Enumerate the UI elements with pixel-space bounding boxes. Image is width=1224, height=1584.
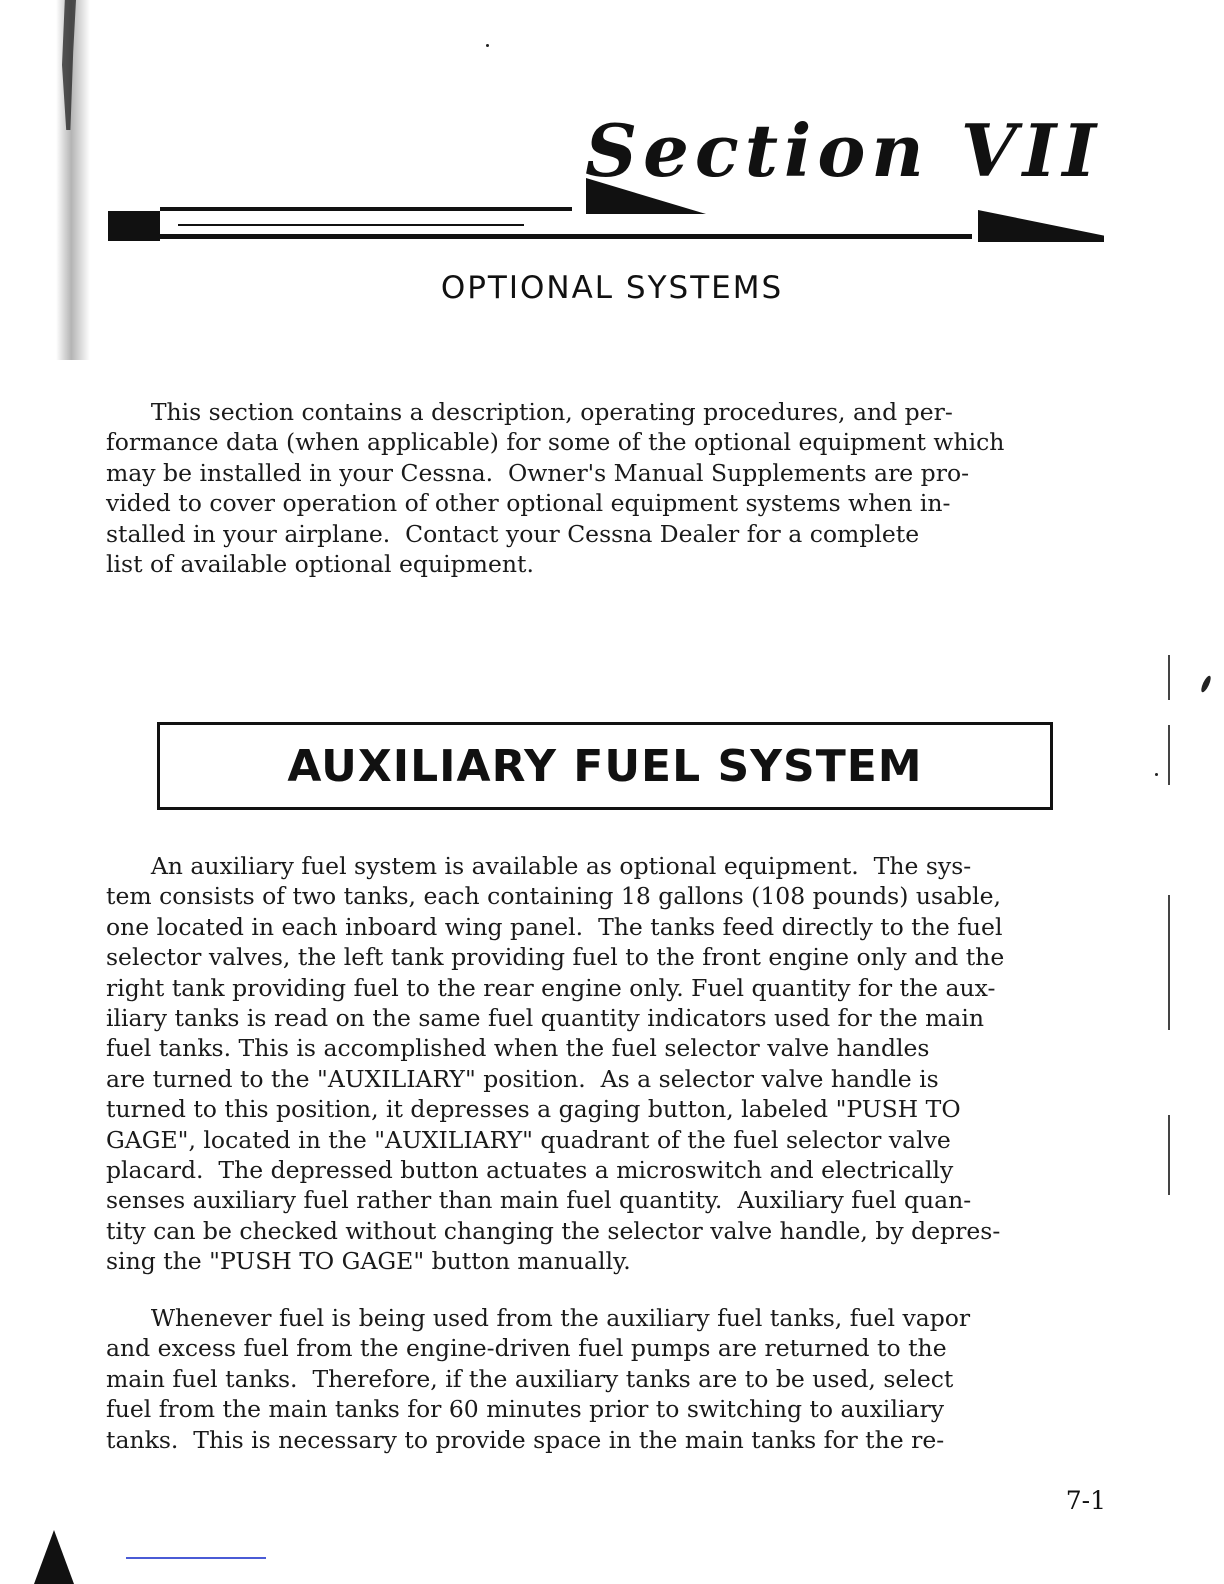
text-line: turned to this position, it depresses a gaging button, labeled "PUSH TO	[106, 1095, 961, 1124]
text-line: placard. The depressed button actuates a microswitch and electrically	[106, 1156, 954, 1185]
text-line: iliary tanks is read on the same fuel quantity indicators used for the main	[106, 1004, 985, 1033]
aux-fuel-paragraph-1	[106, 851, 1116, 1277]
text-line: senses auxiliary fuel rather than main fuel quantity. Auxiliary fuel quan-	[106, 1186, 972, 1215]
bottom-rule	[126, 1557, 266, 1559]
text-line: right tank providing fuel to the rear engine only. Fuel quantity for the aux-	[106, 973, 996, 1002]
text-line: and excess fuel from the engine-driven fuel pumps are returned to the	[106, 1334, 947, 1363]
text-line: tem consists of two tanks, each containing 18 gallons (108 pounds) usable,	[106, 882, 1001, 911]
intro-paragraph	[106, 397, 1116, 579]
text-line: main fuel tanks. Therefore, if the auxiliary tanks are to be used, select	[106, 1364, 954, 1393]
rule-top-line	[160, 207, 572, 211]
rule-thin-line	[178, 224, 524, 226]
aux-fuel-heading	[157, 722, 1053, 810]
revision-bar	[1168, 655, 1170, 700]
text-line: fuel tanks. This is accomplished when the fuel selector valve handles	[106, 1034, 930, 1063]
rule-main-line	[108, 234, 972, 239]
scan-speck	[1155, 773, 1158, 776]
text-line: Whenever fuel is being used from the auxiliary fuel tanks, fuel vapor	[106, 1304, 971, 1332]
text-line: fuel from the main tanks for 60 minutes prior to switching to auxiliary	[106, 1395, 944, 1424]
text-line: An auxiliary fuel system is available as optional equipment. The sys-	[106, 852, 972, 880]
text-line: GAGE", located in the "AUXILIARY" quadrant of the fuel selector valve	[106, 1125, 951, 1154]
binding-mark	[34, 1530, 74, 1584]
text-line: one located in each inboard wing panel. The tanks feed directly to the fuel	[106, 912, 1003, 941]
revision-bar	[1168, 725, 1170, 785]
text-line: formance data (when applicable) for some of the optional equipment which	[106, 428, 1005, 457]
text-line: stalled in your airplane. Contact your Cessna Dealer for a complete	[106, 519, 920, 548]
text-line: This section contains a description, operating procedures, and per-	[106, 398, 953, 426]
section-title: Section VII	[585, 108, 1102, 193]
text-line: sing the "PUSH TO GAGE" button manually.	[106, 1247, 631, 1276]
revision-bar	[1168, 895, 1170, 1030]
page-number: 7-1	[1065, 1486, 1106, 1515]
page-subtitle: OPTIONAL SYSTEMS	[440, 270, 784, 306]
aux-fuel-heading-text: AUXILIARY FUEL SYSTEM	[287, 740, 923, 792]
text-line: may be installed in your Cessna. Owner's Manual Supplements are pro-	[106, 458, 970, 487]
text-line: tity can be checked without changing the selector valve handle, by depres-	[106, 1216, 1001, 1245]
scan-speck	[486, 44, 489, 47]
aux-fuel-paragraph-2	[106, 1303, 1116, 1455]
text-line: list of available optional equipment.	[106, 550, 534, 579]
text-line: tanks. This is necessary to provide space in the main tanks for the re-	[106, 1425, 945, 1454]
revision-bar	[1168, 1115, 1170, 1195]
text-line: vided to cover operation of other optional equipment systems when in-	[106, 489, 951, 518]
text-line: are turned to the "AUXILIARY" position. As a selector valve handle is	[106, 1064, 939, 1093]
rule-arrow-right	[978, 210, 1104, 242]
scan-speck	[1199, 675, 1212, 694]
text-line: selector valves, the left tank providing fuel to the front engine only and the	[106, 943, 1005, 972]
